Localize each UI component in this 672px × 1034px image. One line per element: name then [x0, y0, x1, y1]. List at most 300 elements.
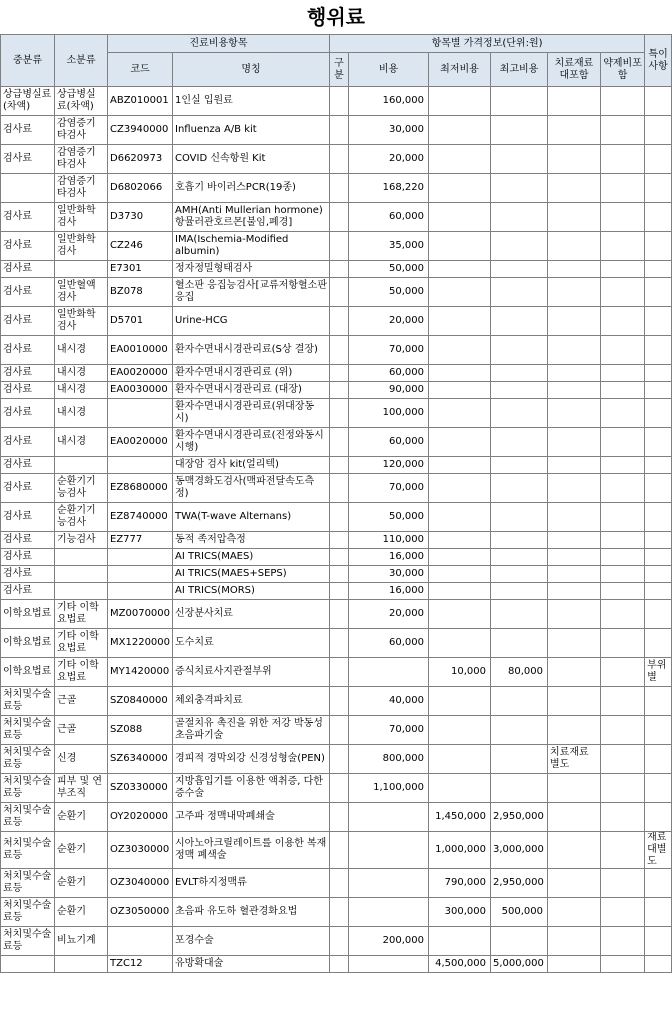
code-cell: E7301: [108, 261, 173, 278]
division-cell: [330, 336, 349, 365]
drug-cell: [601, 774, 645, 803]
division-cell: [330, 549, 349, 566]
min-cost-cell: [429, 583, 491, 600]
division-cell: [330, 566, 349, 583]
table-row: [1, 336, 672, 365]
category-cell: [1, 174, 55, 203]
drug-cell: [601, 428, 645, 457]
subcategory-cell: 순환기기능검사: [55, 503, 108, 532]
subcategory-cell: 피부 및 연부조직: [55, 774, 108, 803]
note-cell: [645, 898, 672, 927]
cost-cell: 60,000: [349, 203, 429, 232]
max-cost-cell: [491, 87, 548, 116]
subcategory-cell: 내시경: [55, 382, 108, 399]
drug-cell: [601, 503, 645, 532]
code-cell: BZ078: [108, 278, 173, 307]
division-cell: [330, 145, 349, 174]
max-cost-cell: [491, 566, 548, 583]
min-cost-cell: [429, 716, 491, 745]
max-cost-cell: 2,950,000: [491, 803, 548, 832]
min-cost-cell: [429, 927, 491, 956]
category-cell: 검사료: [1, 336, 55, 365]
note-cell: [645, 116, 672, 145]
table-row: [1, 629, 672, 658]
category-cell: 검사료: [1, 145, 55, 174]
cost-cell: [349, 956, 429, 973]
division-cell: [330, 803, 349, 832]
code-cell: [108, 927, 173, 956]
max-cost-cell: [491, 382, 548, 399]
material-cell: [548, 382, 601, 399]
category-cell: 처치및수술료등: [1, 927, 55, 956]
division-cell: [330, 232, 349, 261]
note-cell: [645, 382, 672, 399]
subcategory-cell: 감염증기타검사: [55, 145, 108, 174]
code-cell: EZ777: [108, 532, 173, 549]
subcategory-cell: 내시경: [55, 336, 108, 365]
name-cell: AI TRICS(MAES+SEPS): [173, 566, 330, 583]
name-cell: 신장분사치료: [173, 600, 330, 629]
cost-cell: 70,000: [349, 336, 429, 365]
category-cell: 검사료: [1, 232, 55, 261]
note-cell: [645, 629, 672, 658]
name-cell: 혈소판 응집능검사[교류저항혈소판응집: [173, 278, 330, 307]
material-cell: [548, 898, 601, 927]
subcategory-cell: 순환기: [55, 803, 108, 832]
subcategory-cell: 감염증기타검사: [55, 174, 108, 203]
note-cell: [645, 203, 672, 232]
code-cell: D6620973: [108, 145, 173, 174]
table-row: [1, 399, 672, 428]
code-cell: CZ3940000: [108, 116, 173, 145]
material-cell: 치료재료별도: [548, 745, 601, 774]
category-cell: 검사료: [1, 474, 55, 503]
material-cell: [548, 116, 601, 145]
division-cell: [330, 503, 349, 532]
subcategory-cell: 일반혈액검사: [55, 278, 108, 307]
drug-cell: [601, 600, 645, 629]
category-cell: 검사료: [1, 457, 55, 474]
code-cell: EA0020000: [108, 428, 173, 457]
category-cell: 검사료: [1, 307, 55, 336]
material-cell: [548, 232, 601, 261]
min-cost-cell: 1,450,000: [429, 803, 491, 832]
max-cost-cell: [491, 428, 548, 457]
max-cost-cell: [491, 365, 548, 382]
drug-cell: [601, 232, 645, 261]
cost-cell: 110,000: [349, 532, 429, 549]
table-row: [1, 803, 672, 832]
max-cost-cell: 3,000,000: [491, 832, 548, 869]
table-row: [1, 583, 672, 600]
drug-cell: [601, 307, 645, 336]
category-cell: 검사료: [1, 503, 55, 532]
code-cell: [108, 566, 173, 583]
division-cell: [330, 382, 349, 399]
division-cell: [330, 307, 349, 336]
header-price-group: 항목별 가격정보(단위:원): [330, 35, 645, 53]
max-cost-cell: 2,950,000: [491, 869, 548, 898]
code-cell: EA0030000: [108, 382, 173, 399]
division-cell: [330, 278, 349, 307]
min-cost-cell: 790,000: [429, 869, 491, 898]
category-cell: 검사료: [1, 203, 55, 232]
note-cell: [645, 365, 672, 382]
subcategory-cell: 순환기: [55, 832, 108, 869]
table-row: [1, 658, 672, 687]
min-cost-cell: [429, 232, 491, 261]
table-row: [1, 261, 672, 278]
code-cell: SZ0330000: [108, 774, 173, 803]
table-row: [1, 774, 672, 803]
table-row: [1, 307, 672, 336]
cost-cell: [349, 869, 429, 898]
max-cost-cell: [491, 474, 548, 503]
cost-cell: 70,000: [349, 716, 429, 745]
min-cost-cell: [429, 457, 491, 474]
name-cell: AMH(Anti Mullerian hormone)항뮬러관호르몬[불임,폐경]: [173, 203, 330, 232]
code-cell: MY1420000: [108, 658, 173, 687]
name-cell: AI TRICS(MORS): [173, 583, 330, 600]
code-cell: EA0020000: [108, 365, 173, 382]
category-cell: 검사료: [1, 532, 55, 549]
material-cell: [548, 803, 601, 832]
division-cell: [330, 583, 349, 600]
header-name: 명칭: [173, 53, 330, 87]
material-cell: [548, 566, 601, 583]
cost-cell: 50,000: [349, 503, 429, 532]
cost-cell: 60,000: [349, 629, 429, 658]
name-cell: 고주파 정맥내막폐쇄술: [173, 803, 330, 832]
cost-cell: 20,000: [349, 307, 429, 336]
header-notes: 특이사항: [645, 35, 672, 87]
category-cell: 검사료: [1, 428, 55, 457]
name-cell: 환자수면내시경관리료(진정와동시시행): [173, 428, 330, 457]
note-cell: [645, 532, 672, 549]
code-cell: [108, 549, 173, 566]
drug-cell: [601, 927, 645, 956]
min-cost-cell: [429, 600, 491, 629]
note-cell: [645, 174, 672, 203]
cost-cell: 800,000: [349, 745, 429, 774]
name-cell: 포경수술: [173, 927, 330, 956]
name-cell: 정자정밀형태검사: [173, 261, 330, 278]
material-cell: [548, 600, 601, 629]
drug-cell: [601, 116, 645, 145]
max-cost-cell: [491, 745, 548, 774]
min-cost-cell: [429, 174, 491, 203]
category-cell: 처치및수술료등: [1, 687, 55, 716]
table-body: [1, 87, 672, 973]
table-row: [1, 745, 672, 774]
name-cell: COVID 신속항원 Kit: [173, 145, 330, 174]
material-cell: [548, 583, 601, 600]
division-cell: [330, 116, 349, 145]
name-cell: 1인실 입원료: [173, 87, 330, 116]
drug-cell: [601, 898, 645, 927]
division-cell: [330, 474, 349, 503]
subcategory-cell: [55, 549, 108, 566]
cost-cell: 200,000: [349, 927, 429, 956]
table-row: [1, 503, 672, 532]
note-cell: [645, 600, 672, 629]
drug-cell: [601, 457, 645, 474]
drug-cell: [601, 869, 645, 898]
drug-cell: [601, 474, 645, 503]
note-cell: [645, 457, 672, 474]
subcategory-cell: 일반화학검사: [55, 203, 108, 232]
code-cell: MZ0070000: [108, 600, 173, 629]
division-cell: [330, 365, 349, 382]
subcategory-cell: 근골: [55, 687, 108, 716]
page-title: 행위료: [307, 5, 365, 29]
category-cell: 처치및수술료등: [1, 745, 55, 774]
note-cell: [645, 261, 672, 278]
material-cell: [548, 336, 601, 365]
code-cell: D5701: [108, 307, 173, 336]
category-cell: 검사료: [1, 583, 55, 600]
subcategory-cell: 기타 이학요법료: [55, 629, 108, 658]
name-cell: 환자수면내시경관리료 (위): [173, 365, 330, 382]
subcategory-cell: 근골: [55, 716, 108, 745]
code-cell: TZC12: [108, 956, 173, 973]
category-cell: 검사료: [1, 116, 55, 145]
max-cost-cell: 5,000,000: [491, 956, 548, 973]
name-cell: 초음파 유도하 혈관경화요법: [173, 898, 330, 927]
category-cell: 이학요법료: [1, 629, 55, 658]
name-cell: EVLT하지정맥류: [173, 869, 330, 898]
cost-cell: 70,000: [349, 474, 429, 503]
material-cell: [548, 399, 601, 428]
material-cell: [548, 716, 601, 745]
note-cell: 부위별: [645, 658, 672, 687]
subcategory-cell: 기능검사: [55, 532, 108, 549]
drug-cell: [601, 532, 645, 549]
cost-cell: 20,000: [349, 600, 429, 629]
min-cost-cell: [429, 532, 491, 549]
drug-cell: [601, 566, 645, 583]
code-cell: EZ8680000: [108, 474, 173, 503]
code-cell: D3730: [108, 203, 173, 232]
max-cost-cell: [491, 278, 548, 307]
table-header: [1, 35, 672, 87]
division-cell: [330, 87, 349, 116]
drug-cell: [601, 174, 645, 203]
subcategory-cell: 순환기: [55, 869, 108, 898]
name-cell: Influenza A/B kit: [173, 116, 330, 145]
max-cost-cell: [491, 629, 548, 658]
division-cell: [330, 687, 349, 716]
header-incl-drug: 약제비포함: [601, 53, 645, 87]
table-row: [1, 203, 672, 232]
name-cell: 유방확대술: [173, 956, 330, 973]
material-cell: [548, 687, 601, 716]
subcategory-cell: [55, 457, 108, 474]
name-cell: IMA(Ischemia-Modified albumin): [173, 232, 330, 261]
table-row: [1, 716, 672, 745]
subcategory-cell: 신경: [55, 745, 108, 774]
name-cell: TWA(T-wave Alternans): [173, 503, 330, 532]
material-cell: [548, 145, 601, 174]
name-cell: 환자수면내시경관리료 (대장): [173, 382, 330, 399]
material-cell: [548, 307, 601, 336]
cost-cell: 168,220: [349, 174, 429, 203]
division-cell: [330, 428, 349, 457]
table-row: [1, 927, 672, 956]
name-cell: 증식치료사지관절부위: [173, 658, 330, 687]
subcategory-cell: 내시경: [55, 428, 108, 457]
material-cell: [548, 428, 601, 457]
min-cost-cell: [429, 687, 491, 716]
subcategory-cell: 일반화학검사: [55, 232, 108, 261]
code-cell: ABZ010001: [108, 87, 173, 116]
table-row: [1, 232, 672, 261]
min-cost-cell: 4,500,000: [429, 956, 491, 973]
min-cost-cell: [429, 336, 491, 365]
material-cell: [548, 549, 601, 566]
cost-cell: 35,000: [349, 232, 429, 261]
min-cost-cell: [429, 774, 491, 803]
min-cost-cell: [429, 278, 491, 307]
cost-cell: 50,000: [349, 278, 429, 307]
code-cell: [108, 457, 173, 474]
code-cell: [108, 583, 173, 600]
category-cell: 처치및수술료등: [1, 898, 55, 927]
cost-cell: 40,000: [349, 687, 429, 716]
division-cell: [330, 658, 349, 687]
table-row: [1, 549, 672, 566]
min-cost-cell: 1,000,000: [429, 832, 491, 869]
min-cost-cell: 10,000: [429, 658, 491, 687]
code-cell: EA0010000: [108, 336, 173, 365]
category-cell: 처치및수술료등: [1, 832, 55, 869]
material-cell: [548, 174, 601, 203]
subcategory-cell: 비뇨기계: [55, 927, 108, 956]
table-row: [1, 457, 672, 474]
subcategory-cell: 기타 이학요법료: [55, 658, 108, 687]
material-cell: [548, 629, 601, 658]
drug-cell: [601, 745, 645, 774]
max-cost-cell: [491, 174, 548, 203]
min-cost-cell: [429, 566, 491, 583]
name-cell: 환자수면내시경관리료(위대장동시): [173, 399, 330, 428]
cost-cell: 60,000: [349, 365, 429, 382]
table-row: [1, 566, 672, 583]
code-cell: SZ6340000: [108, 745, 173, 774]
max-cost-cell: [491, 145, 548, 174]
max-cost-cell: [491, 457, 548, 474]
material-cell: [548, 457, 601, 474]
subcategory-cell: 상급병실료(차액): [55, 87, 108, 116]
material-cell: [548, 203, 601, 232]
division-cell: [330, 774, 349, 803]
cost-cell: 20,000: [349, 145, 429, 174]
cost-cell: [349, 898, 429, 927]
division-cell: [330, 745, 349, 774]
min-cost-cell: [429, 428, 491, 457]
category-cell: 검사료: [1, 549, 55, 566]
cost-cell: 60,000: [349, 428, 429, 457]
max-cost-cell: [491, 232, 548, 261]
note-cell: [645, 336, 672, 365]
division-cell: [330, 203, 349, 232]
note-cell: [645, 956, 672, 973]
min-cost-cell: [429, 145, 491, 174]
material-cell: [548, 658, 601, 687]
division-cell: [330, 832, 349, 869]
min-cost-cell: [429, 399, 491, 428]
material-cell: [548, 869, 601, 898]
drug-cell: [601, 629, 645, 658]
material-cell: [548, 365, 601, 382]
table-row: [1, 278, 672, 307]
table-row: [1, 145, 672, 174]
header-category: 중분류: [1, 35, 55, 87]
name-cell: 경피적 경막외강 신경성형술(PEN): [173, 745, 330, 774]
category-cell: 상급병실료(차액): [1, 87, 55, 116]
min-cost-cell: [429, 365, 491, 382]
cost-cell: 120,000: [349, 457, 429, 474]
cost-cell: 100,000: [349, 399, 429, 428]
max-cost-cell: [491, 583, 548, 600]
note-cell: [645, 803, 672, 832]
division-cell: [330, 869, 349, 898]
code-cell: SZ0840000: [108, 687, 173, 716]
subcategory-cell: 내시경: [55, 399, 108, 428]
code-cell: OZ3040000: [108, 869, 173, 898]
max-cost-cell: [491, 203, 548, 232]
category-cell: 처치및수술료등: [1, 716, 55, 745]
min-cost-cell: [429, 549, 491, 566]
code-cell: OZ3030000: [108, 832, 173, 869]
table-row: [1, 956, 672, 973]
material-cell: [548, 278, 601, 307]
name-cell: Urine-HCG: [173, 307, 330, 336]
min-cost-cell: [429, 474, 491, 503]
category-cell: 처치및수술료등: [1, 774, 55, 803]
table-row: [1, 116, 672, 145]
max-cost-cell: [491, 336, 548, 365]
material-cell: [548, 261, 601, 278]
table-row: [1, 87, 672, 116]
min-cost-cell: 300,000: [429, 898, 491, 927]
material-cell: [548, 532, 601, 549]
code-cell: OZ3050000: [108, 898, 173, 927]
division-cell: [330, 532, 349, 549]
cost-cell: 30,000: [349, 116, 429, 145]
min-cost-cell: [429, 203, 491, 232]
table-row: [1, 382, 672, 399]
name-cell: 환자수면내시경관리료(S상 결장): [173, 336, 330, 365]
min-cost-cell: [429, 87, 491, 116]
note-cell: [645, 583, 672, 600]
max-cost-cell: [491, 532, 548, 549]
max-cost-cell: 80,000: [491, 658, 548, 687]
min-cost-cell: [429, 116, 491, 145]
name-cell: 체외충격파치료: [173, 687, 330, 716]
name-cell: 지방흡입기를 이용한 액취증, 다한증수술: [173, 774, 330, 803]
division-cell: [330, 261, 349, 278]
note-cell: [645, 927, 672, 956]
name-cell: AI TRICS(MAES): [173, 549, 330, 566]
min-cost-cell: [429, 382, 491, 399]
category-cell: 검사료: [1, 382, 55, 399]
code-cell: OY2020000: [108, 803, 173, 832]
max-cost-cell: [491, 716, 548, 745]
division-cell: [330, 174, 349, 203]
max-cost-cell: [491, 774, 548, 803]
header-min-cost: 최저비용: [429, 53, 491, 87]
